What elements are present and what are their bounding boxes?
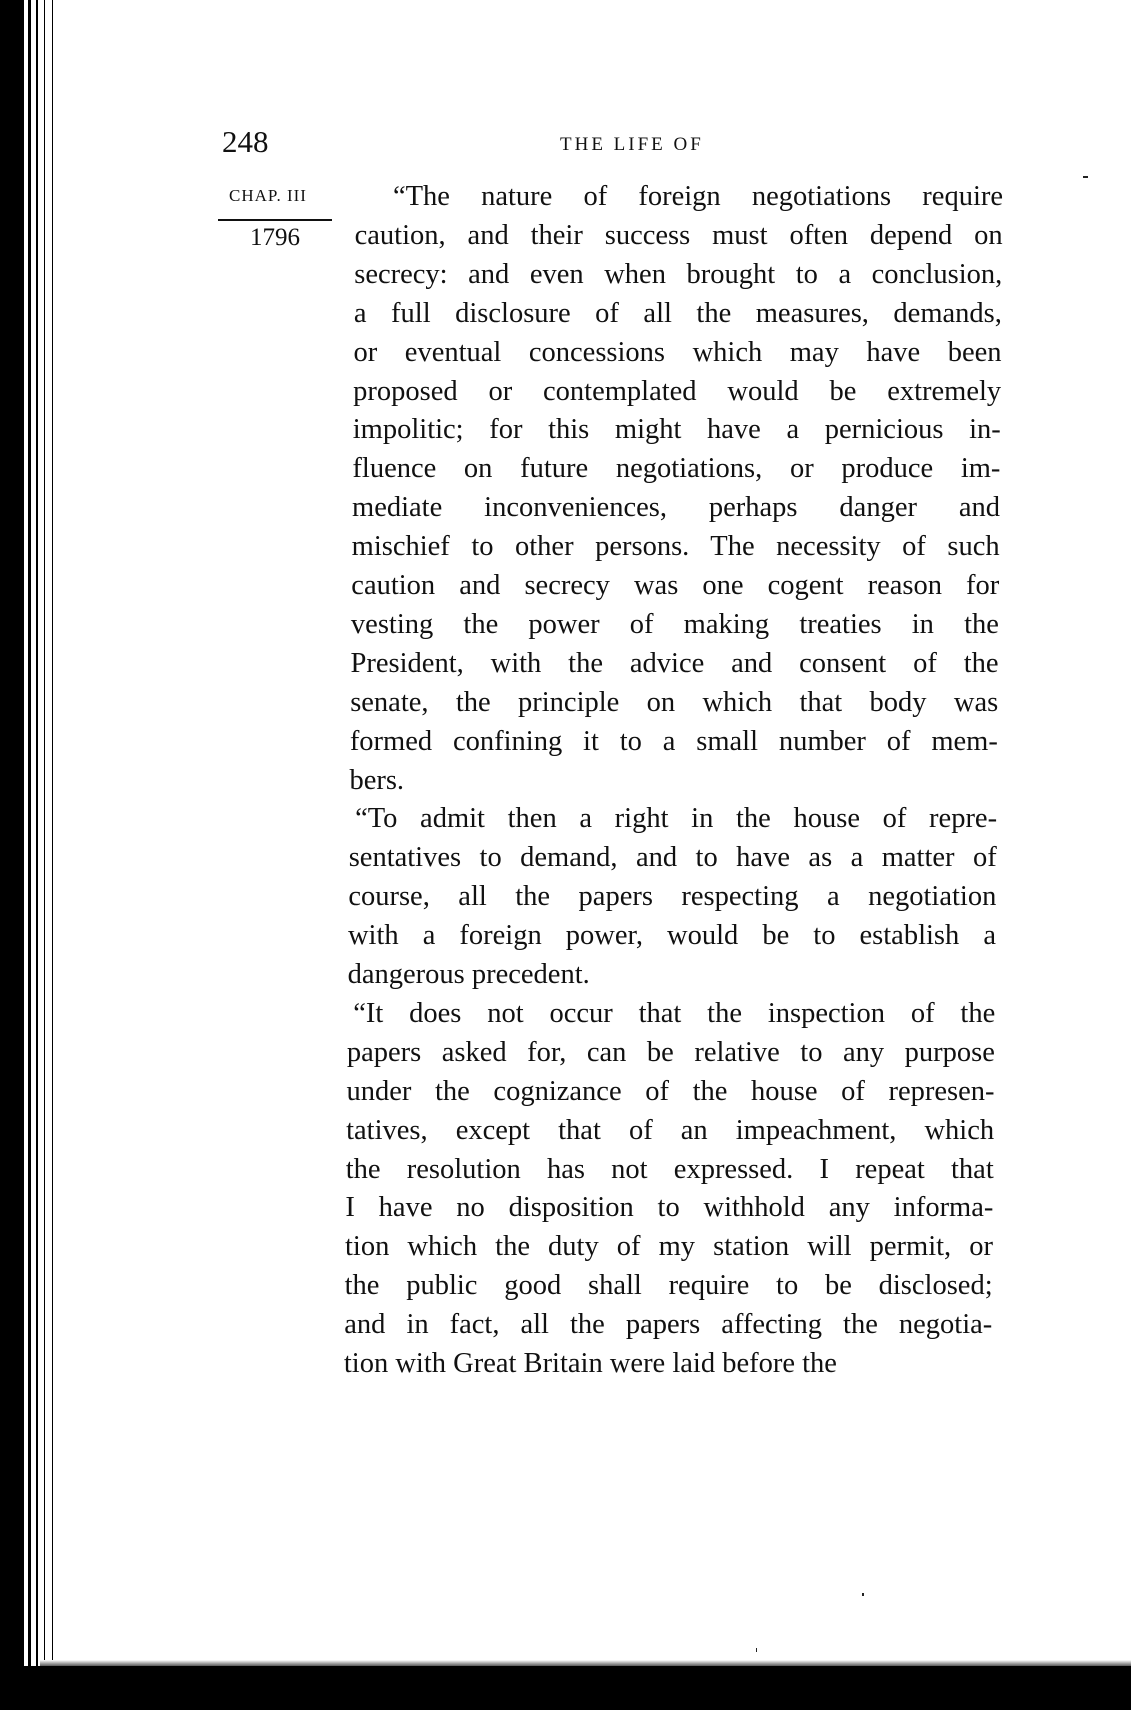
text-line: vesting the power of making treaties in the	[350, 608, 999, 640]
text-line: secrecy: and even when brought to a conclusion,	[354, 258, 1003, 290]
text-line: I have no disposition to withhold any informa-	[345, 1192, 994, 1224]
scan-speck	[756, 1648, 757, 1652]
text-line: bers.	[349, 764, 405, 796]
text-line: “It does not occur that the inspection of the	[353, 997, 996, 1029]
text-line: sentatives to demand, and to have as a matter of	[348, 842, 997, 874]
text-line: tion with Great Britain were laid before the	[343, 1348, 837, 1379]
text-line: formed confining it to a small number of mem-	[349, 725, 998, 757]
text-line: senate, the principle on which that body was	[350, 686, 999, 718]
text-line: fluence on future negotiations, or produce im-	[352, 453, 1001, 485]
text-line: the resolution has not expressed. I repeat that	[345, 1153, 994, 1185]
text-line: “The nature of foreign negotiations require	[393, 181, 1003, 212]
text-line: “To admit then a right in the house of repre-	[355, 803, 998, 835]
scan-speck	[1083, 176, 1088, 178]
text-line: mischief to other persons. The necessity of such	[351, 531, 1000, 563]
running-title: THE LIFE OF	[560, 134, 704, 155]
scan-edge-line	[36, 0, 38, 1690]
margin-rule	[218, 219, 332, 221]
text-line: caution, and their success must often depend on	[354, 219, 1003, 251]
text-line: tatives, except that of an impeachment, which	[346, 1114, 995, 1146]
text-line: and in fact, all the papers affecting the negotia-	[344, 1309, 993, 1341]
margin-year: 1796	[250, 224, 300, 251]
text-line: with a foreign power, would be to establish a	[347, 920, 996, 952]
text-line: President, with the advice and consent of the	[350, 647, 999, 679]
margin-chapter: CHAP. III	[229, 186, 307, 205]
text-line: mediate inconveniences, perhaps danger and	[352, 492, 1001, 524]
text-line: tion which the duty of my station will permit, or	[345, 1231, 993, 1263]
text-line: proposed or contemplated would be extremely	[353, 375, 1002, 407]
scan-edge-line	[52, 0, 53, 1690]
page-number: 248	[222, 124, 269, 159]
text-line: papers asked for, can be relative to any purpose	[346, 1036, 995, 1068]
text-line: dangerous precedent.	[347, 959, 590, 990]
scan-edge-bottom	[0, 1666, 1131, 1710]
text-line: the public good shall require to be disclosed;	[344, 1270, 993, 1302]
text-line: caution and secrecy was one cogent reason for	[351, 570, 1000, 601]
text-line: or eventual concessions which may have been	[353, 336, 1002, 368]
text-line: course, all the papers respecting a negotiation	[348, 881, 997, 913]
text-line: a full disclosure of all the measures, demands,	[353, 297, 1002, 329]
scan-edge-line	[44, 0, 45, 1690]
text-line: impolitic; for this might have a pernicious in-	[352, 414, 1001, 446]
text-line: under the cognizance of the house of represen-	[346, 1075, 995, 1107]
scan-edge-line	[28, 0, 31, 1690]
scan-speck	[862, 1593, 864, 1596]
scan-edge-left	[0, 0, 24, 1710]
